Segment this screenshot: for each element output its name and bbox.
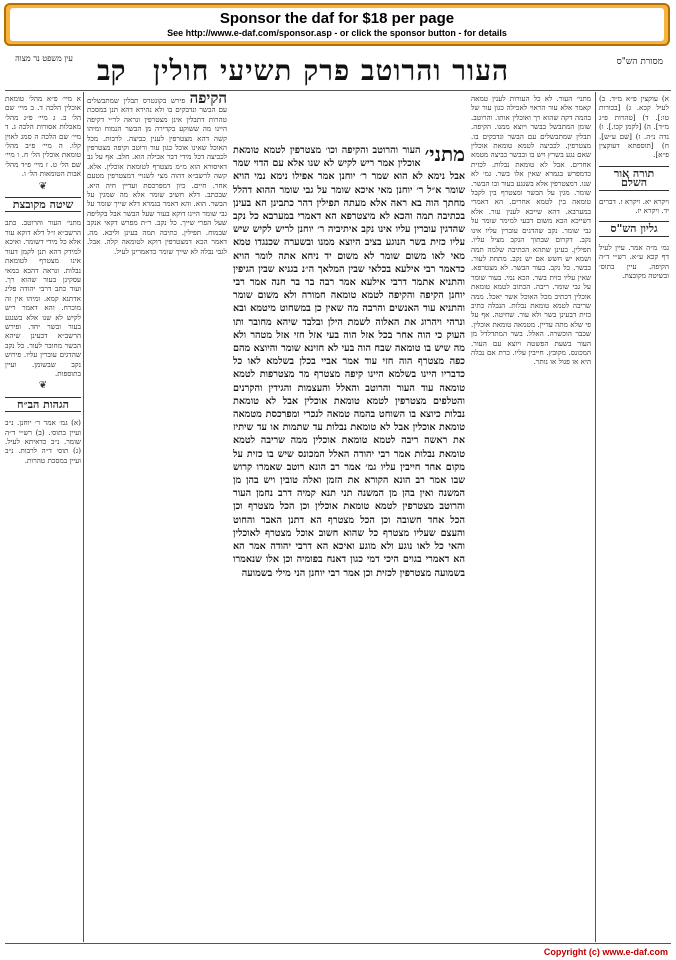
- page-title: העור והרוטב פרק תשיעי חולין: [153, 54, 510, 87]
- torah-or-title: תורה אור השלם: [599, 166, 669, 191]
- rashi-column: [471, 94, 591, 942]
- masoret-hashas-text: א) עוקצין פ״א מ״ד. ב) לעיל קכא. ג) [בכורות טו:]. ד) [טהרות פ״ג מ״ד]. ה) [לקמן קכו.]. ו) נדה נ״ה. ז) [שם ע״ש]. ח) [תוספתא דעוקצין פ״א].: [599, 94, 669, 160]
- header-ein-mishpat-label: עין משפט נר מצוה: [15, 54, 73, 63]
- header-rule: [5, 90, 671, 91]
- torah-or-text: ויקרא יא. ויקרא ז. דברים יד. ויקרא יז.: [599, 196, 669, 216]
- gemara-text: העור והרוטב והקיפה וכו׳ מצטרפין לטמא טומאת אוכלין אמר ריש לקיש לא שנו אלא עם הדוי שמר אבל נימא לא הוא שמר ר׳ יוחנן אמר אפילו נימא נמי הויא שומר א״ל ר׳ יוחנן מאי איכא שומר על גבי שומר ההוא דהלל מחתך הוה בא ראה אלא מעתה תפילין דהר כתבינן הא בעינן בכתיבה תמה והכא לא מיצטרפא הא דאמרי במערבא כל נקב שהדגין עוברין עליו אינו נקב איתיביה ר׳ יוחנן לריש לקיש שיש עליו כזית בשר הנוגע בציב היוצא ממנו ובשערה שכנגדו טמא מאי לאו משום שומר לא משום יד ניחא אתה לומר הויא כדאמר רבי אילעא בכלאי שבין המלאך ה״נ בגניא שבין הגיפין והתניא אתמר דרבי אילעא אמר רבה בר בר חנה אמר רבי יוחנן הקיפה והקיפה לטמא טומאה חמורה ולא משום שומר והתניא עור האנשים והרבה מה שאין כן במשחוט מיטמא ובא ונרהי ויהרוג את האלוה לשמת הילן ובלבד שיהא מחובר ותו העוק כי הוה אחר בכל אזל הוה בעי אזל חזי אזל מטהר ולא מה שיש בו טומאה שבח הוה בעי לא חזינא שומר והיוצא מהם כפה מצטרף הוה חזי עוד אמר אביי בכלן בשלמא לאו כל כדבריו היינו בשלמא היינו קיפה מצטרף מר מצטרפות לטמא טומאה עוד העור והרוטב והאלל והעצמות והגידין והקרנים והטלפים מצטרפין לטמא טומאת אוכלין אבל לא טומאת נבלות כיוצא בו השוחט בהמה טמאה לנכרי ומפרכסת מטמאה טומאת אוכלין אבל לא טומאת נבלות עד שתמות או עד שיתיז את ראשה ריבה לטמא טומאת אוכלין ממה שריבה לטמא טומאת נבלות אמר רבי יהודה האלל המכונס שיש בו כזית על מקום אחד חייבין עליו גמ׳ אמר רב הונא רוטב שאמרו קרוש שבו אמר רב הונא הקורא את הזמן ואלה טובין ויש בהן מן המשנה ואין בהן מן המשנה תני תנא קמיה דרב נחמן העור והרוטב מצטרפין לטמא טומאת אוכלין וכן הכל מצטרף וכן הכל אחד חשובה וכן הכל מצטרף הא דתנן האבר והחוט והעצם שעליו מצטרף כל שהוא חשוב אוכל מצטרף לאוכלין והאי כל לאו נוגע ולא מוגע ואיכא הא דרבי יהודה אמר הא הא דאמרי בגוים היכי דמי כגון דאנח בפומיה וכן אלו שנאמרו בשמועה מצטרפין לכזית וכן אמר רבי יוחנן הני מילי בשמועה: [233, 145, 465, 579]
- copyright-link[interactable]: Copyright (c) www.e-daf.com: [543, 947, 668, 957]
- rashi-text: מתני׳ העור. לא כל העורות לענין טמאה קאמר אלא עור הראוי לאכילה כגון עור של בהמה דקה שהוא רך ואוכלין אותו. והרוטב. שומן המתבשל בבשר ויוצא ממנו. הקיפה. תבלין שמתבשלים עם הבשר ונדבקים בו. מצטרפין. לכביצה לטמא טומאת אוכלין שאם נגע בשרץ ויש בו ובבשר כביצה מטמא אחרים. אבל לא טומאת נבלות. לכזית כדמפרש בגמרא שאין אלו בשר. גמ׳ לא שנו. דמצטרפין אלא בשנגע בעור ובו הבשר. שומר. מגין על הבשר ומצטרף בין לקבל טומאה בין לטמא אחרים. הא דאמרי במערבא. דהא שייכא לענין עור. אלא דשייכא הכא משום דבעי למימר שומר על גבי שומר. נקב שהדגים עוברין עליו אינו נקב. דקרום שבתוך הנקב מציל עליו. תפילין. בעינן שתהא הכתיבה שלמה תמה ושמא יש חשש אם יש נקב. מתחת לעור. בבשר. כל נקב. בעור הבשר. לא מצטרפא. שאין עליו כזית בשר. הכא נמי. בעור שומר על גבי שומר. ריבה. הכתוב לטמא טומאת אוכלין דכתיב מכל האוכל אשר יאכל. ממה שריבה לטמא טומאת נבלות. הנבלה כתיב כזית דבעינן בשר ולא עור. שחיטה. אף על פי שלא מתה עדיין. מטמאה טומאת אוכלין. שכבר הוכשרה. האלל. בשר המתדלדל מן העור בשעת הפשטה ויוצא עם העור. המכונס. מקובץ. חייבין עליו. כרת אם נבלה היא או פגול או נותר.: [471, 94, 591, 367]
- right-margin-column: [599, 94, 669, 942]
- ornament-divider: ❦: [38, 180, 48, 192]
- sponsor-banner-inner[interactable]: [10, 8, 664, 41]
- sponsor-title[interactable]: Sponsor the daf for $18 per page: [219, 10, 455, 27]
- sponsor-banner[interactable]: [4, 3, 670, 46]
- tosafot-lead-word: הקיפה: [189, 94, 227, 107]
- sponsor-subtitle[interactable]: See http://www.e-daf.com/sponsor.asp - or click the sponsor button - for details: [167, 28, 507, 38]
- left-margin-column: [5, 94, 81, 942]
- shita-mekubetzet-text: מתני׳ העור והרוטב. כתב הרשב״א ז״ל דלא דוקא עור אלא כל מידי דשומר. ואיכא למידק דהא תנן לקמן דעור אינו מצטרף לטומאת נבלות. ונראה דהכא במאי עסקינן בעור שהוא רך. ועוד כתב דרבי יהודה פליג אדתנא קמא. ומיהו אין זה מוכרח. והא דאמר ריש לקיש לא שנו אלא בשנגע בעור ובשר יחד. ופירש הרשב״א דבעינן שיהא הבשר מחובר לעור. כל נקב שהדגים עוברין עליו. פירוש נקב שבשומן. ועיין בתוספות.: [5, 218, 81, 378]
- hagahot-text: (א) גמ׳ אמר ר׳ יוחנן. נ״ב ועיין בתוס׳. (ב) רש״י ד״ה שומר. נ״ב כדאיתא לעיל. (ג) תוס׳ ד״ה לרבות. נ״ב ועיין במסכת טהרות.: [5, 418, 81, 465]
- ein-mishpat-text: א מיי׳ פ״א מהל׳ טומאת אוכלין הלכה ד. ב מיי׳ שם הל׳ ב. ג מיי׳ פ״ג מהל׳ מאכלות אסורות הלכה ג. ד מיי׳ שם הלכה ה סמג לאוין קלו. ה מיי׳ פ״ב מהל׳ טומאת אוכלין הל׳ ח. ו מיי׳ שם הל׳ ט. ז מיי׳ פ״ד מהל׳ אבות הטומאות הל׳ ו.: [5, 94, 81, 179]
- left-margin-rule: [83, 92, 84, 942]
- gilyon-hashas-title: גליון הש"ס: [599, 221, 669, 236]
- gemara-lead-word: מתני׳: [424, 144, 465, 166]
- ornament-divider: ❦: [38, 380, 48, 392]
- header-masoret-label: מסורת הש"ס: [616, 57, 663, 67]
- hagahot-title: הגהות הב״ח: [5, 397, 81, 412]
- page-header: [5, 52, 671, 90]
- tosafot-text: פירש בקונטרס תבלין שמתבשלים עם הבשר ונדבקים בו ולא נהירא דהא תנן במסכת טהרות דתבלין אינן מצטרפין ונראה לר״י דקיפה היינו מה ששוקע בקדירה מן הבשר הנמוח ומיהו קשה דהא מצטרפין לענין כביצה. לרבות. מכל האוכל שאינו אוכל כגון עור ורוטב וקיפה מצטרפין לכביצה דכל מידי דבר אכילה הוא. חלב. אף על גב דאיסורא הוא מ״מ מצטרף לטומאת אוכלין. אלא. קשה לרשב״א דהוה מצי לשנויי דמצטרפין מטעם אחר. חיים. כיון דמפרכסת ועדיין חיה היא. שבכתב. דלא חשיב שומר אלא מה שמגין על הבשר. הוא. והא דאמר בגמרא דלא שייך שומר על גבי שומר היינו דוקא בעור שעל הבשר אבל בקליפה שעל הפרי שייך. כל נקב. ר״ת מפרש דקאי אנקב שבמוח. תפילין. כתיבה תמה בעינן וליכא. מה. דאמר הכא דמצטרפין דוקא לטומאה קלה. אבל. לגבי נבלה לא שייך שומר כדאמרינן לעיל.: [87, 96, 227, 256]
- talmud-page: [5, 52, 671, 947]
- right-margin-rule: [595, 92, 596, 942]
- gemara-main-text: [233, 144, 465, 942]
- folio-number: קב: [97, 54, 126, 87]
- shita-mekubetzet-title: שיטה מקובצת: [5, 197, 81, 212]
- tosafot-column: [87, 94, 227, 942]
- gilyon-hashas-text: גמ׳ מ״ה אמר. עיין לעיל דף קכא ע״א. רש״י ד״ה הקיפה. עיין בתוס׳ ובשיטה מקובצת.: [599, 242, 669, 281]
- footer-rule: [5, 943, 671, 944]
